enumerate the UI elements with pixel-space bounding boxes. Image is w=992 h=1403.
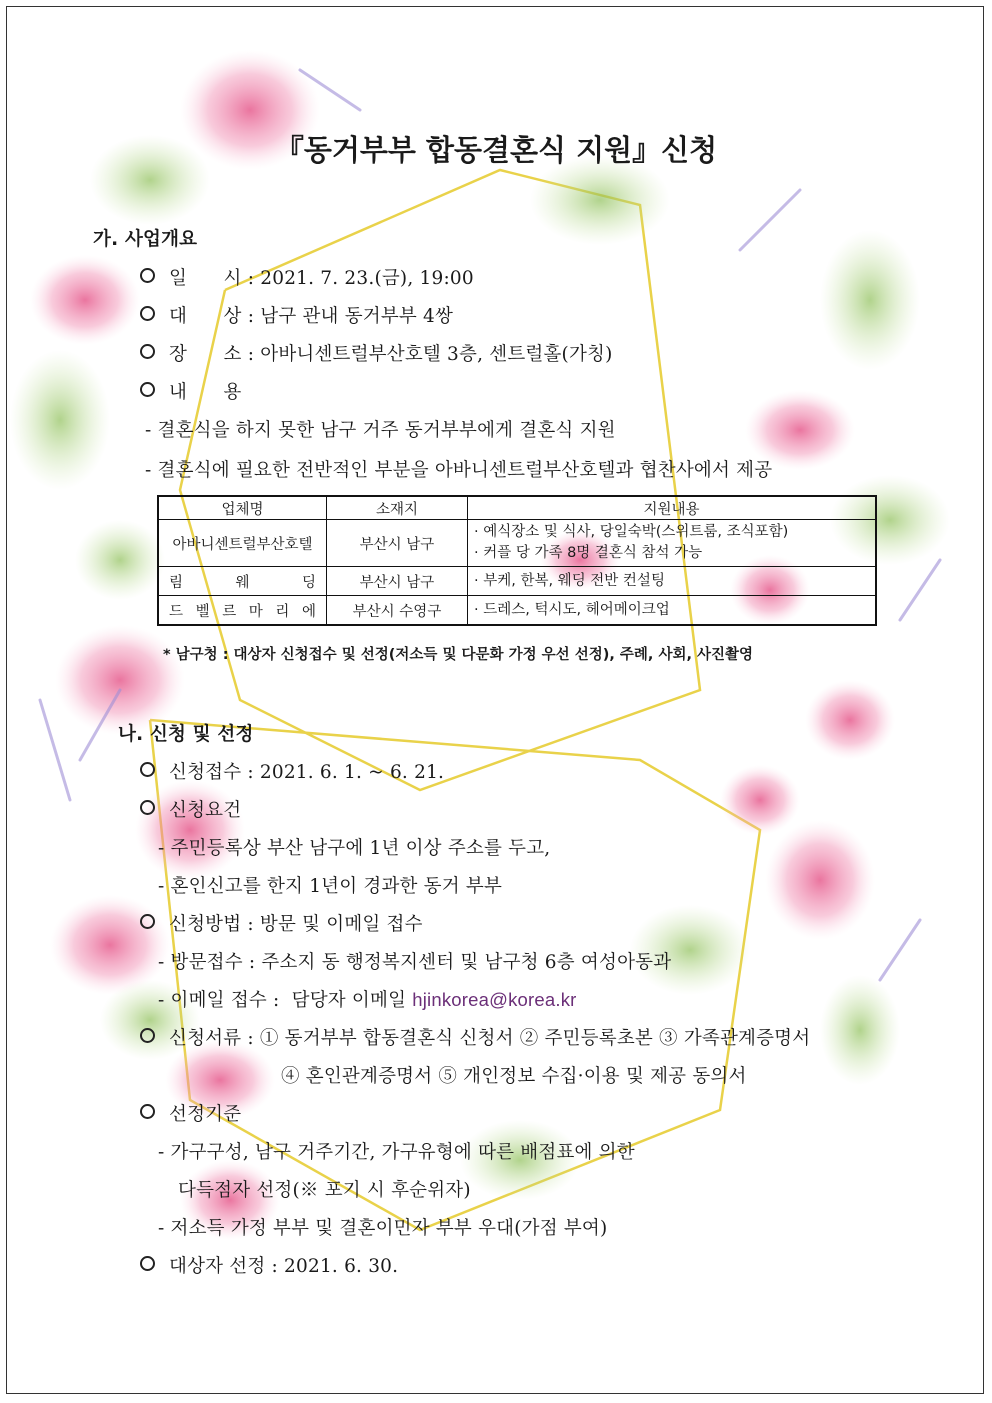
company-spread: 림 웨 딩 bbox=[169, 574, 316, 591]
cell-location: 부산시 수영구 bbox=[327, 596, 468, 626]
selection-item bbox=[140, 1252, 398, 1278]
requirement-line: - 주민등록상 부산 남구에 1년 이상 주소를 두고, bbox=[158, 838, 551, 859]
table-header: 소재지 bbox=[327, 496, 468, 520]
email-label: - 이메일 접수 : 담당자 이메일 bbox=[158, 990, 413, 1011]
item-label: 일 시 bbox=[169, 268, 242, 289]
criteria-line: 다득점자 선정(※ 포기 시 후순위자) bbox=[178, 1180, 471, 1201]
table-row bbox=[158, 596, 876, 626]
overview-item-target bbox=[140, 302, 453, 328]
table-note: * 남구청 : 대상자 신청접수 및 선정(저소득 및 다문화 가정 우선 선정), 주례, 사회, 사진촬영 bbox=[163, 647, 754, 663]
section-a-heading: 가. 사업개요 bbox=[93, 229, 198, 250]
cell-company bbox=[158, 567, 327, 596]
sponsor-table bbox=[157, 495, 877, 626]
item-text: 신청요건 bbox=[169, 800, 242, 821]
documents-line-2: ④ 혼인관계증명서 ⑤ 개인정보 수집·이용 및 제공 동의서 bbox=[281, 1066, 747, 1087]
item-text: 선정기준 bbox=[169, 1104, 242, 1125]
table-row bbox=[158, 520, 876, 567]
email-link[interactable]: hjinkorea@korea.kr bbox=[412, 989, 577, 1010]
table-header: 업체명 bbox=[158, 496, 327, 520]
table-header: 지원내용 bbox=[468, 496, 877, 520]
bullet-circle-icon bbox=[140, 344, 155, 359]
item-value: : 2021. 7. 23.(금), 19:00 bbox=[247, 268, 474, 289]
bullet-circle-icon bbox=[140, 1256, 155, 1271]
page-title: 『동거부부 합동결혼식 지원』신청 bbox=[274, 133, 718, 167]
cell-location: 부산시 남구 bbox=[327, 567, 468, 596]
item-text: 신청방법 : 방문 및 이메일 접수 bbox=[169, 914, 423, 935]
overview-item-date bbox=[140, 264, 474, 290]
item-value: : 아바니센트럴부산호텔 3층, 센트럴홀(가칭) bbox=[247, 344, 613, 365]
section-b-heading: 나. 신청 및 선정 bbox=[118, 724, 254, 745]
bullet-circle-icon bbox=[140, 914, 155, 929]
cell-company bbox=[158, 596, 327, 626]
support-line: · 커플 당 가족 8명 결혼식 참석 가능 bbox=[474, 545, 703, 561]
criteria-line: - 가구구성, 남구 거주기간, 가구유형에 따른 배점표에 의한 bbox=[158, 1142, 635, 1163]
table-row bbox=[158, 567, 876, 596]
item-label: 대 상 bbox=[169, 306, 242, 327]
receipt-item bbox=[140, 758, 444, 784]
requirements-item bbox=[140, 796, 241, 822]
bullet-circle-icon bbox=[140, 800, 155, 815]
item-text: 신청서류 : ① 동거부부 합동결혼식 신청서 ② 주민등록초본 ③ 가족관계증명서 bbox=[169, 1028, 811, 1049]
method-visit-line: - 방문접수 : 주소지 동 행정복지센터 및 남구청 6층 여성아동과 bbox=[158, 952, 672, 973]
support-line: · 예식장소 및 식사, 당일숙박(스위트룸, 조식포함) bbox=[474, 524, 789, 540]
documents-item bbox=[140, 1024, 810, 1050]
method-email-line bbox=[158, 986, 577, 1012]
support-line: · 부케, 한복, 웨딩 전반 컨설팅 bbox=[474, 572, 665, 589]
item-text: 신청접수 : 2021. 6. 1. ~ 6. 21. bbox=[169, 762, 445, 783]
content-line: - 결혼식에 필요한 전반적인 부분을 아바니센트럴부산호텔과 협찬사에서 제공 bbox=[145, 460, 773, 481]
item-label: 내 용 bbox=[169, 382, 242, 403]
cell-location: 부산시 남구 bbox=[327, 520, 468, 567]
criteria-item bbox=[140, 1100, 241, 1126]
support-line: · 드레스, 턱시도, 헤어메이크업 bbox=[474, 601, 670, 618]
bullet-circle-icon bbox=[140, 1028, 155, 1043]
cell-support bbox=[468, 567, 877, 596]
bullet-circle-icon bbox=[140, 306, 155, 321]
bullet-circle-icon bbox=[140, 1104, 155, 1119]
item-text: 대상자 선정 : 2021. 6. 30. bbox=[169, 1256, 399, 1277]
cell-company: 아바니센트럴부산호텔 bbox=[158, 520, 327, 567]
item-value: : 남구 관내 동거부부 4쌍 bbox=[247, 306, 454, 327]
page-border bbox=[6, 6, 984, 1394]
item-label: 장 소 bbox=[169, 344, 242, 365]
bullet-circle-icon bbox=[140, 382, 155, 397]
requirement-line: - 혼인신고를 한지 1년이 경과한 동거 부부 bbox=[158, 876, 503, 897]
content-line: - 결혼식을 하지 못한 남구 거주 동거부부에게 결혼식 지원 bbox=[145, 420, 616, 441]
cell-support bbox=[468, 596, 877, 626]
criteria-line: - 저소득 가정 부부 및 결혼이민자 부부 우대(가점 부여) bbox=[158, 1218, 608, 1239]
bullet-circle-icon bbox=[140, 268, 155, 283]
overview-item-place bbox=[140, 340, 613, 366]
overview-item-content bbox=[140, 378, 242, 404]
company-spread: 드 벨 르 마 리 에 bbox=[169, 603, 316, 620]
method-item bbox=[140, 910, 423, 936]
bullet-circle-icon bbox=[140, 762, 155, 777]
cell-support bbox=[468, 520, 877, 567]
